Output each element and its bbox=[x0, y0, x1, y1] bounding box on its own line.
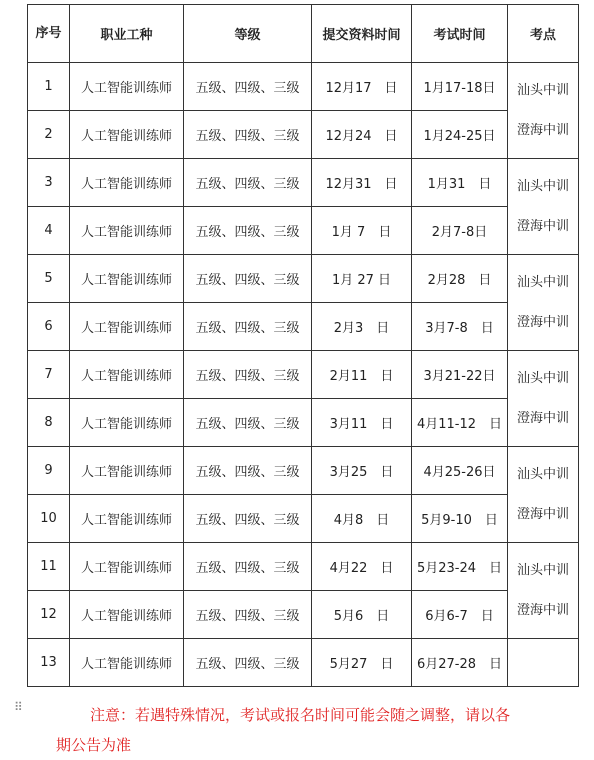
job-cell: 人工智能训练师 bbox=[70, 447, 184, 495]
job-cell: 人工智能训练师 bbox=[70, 63, 184, 111]
exam-time-cell: 4月25-26日 bbox=[412, 447, 508, 495]
notice-line-1: 注意：若遇特殊情况，考试或报名时间可能会随之调整，请以各 bbox=[90, 706, 511, 724]
site-name: 澄海中训 bbox=[516, 506, 569, 522]
site-name: 汕头中训 bbox=[516, 370, 569, 386]
submit-time-cell: 5月27 日 bbox=[312, 639, 412, 687]
site-name: 澄海中训 bbox=[516, 122, 569, 138]
submit-time-cell: 4月8 日 bbox=[312, 495, 412, 543]
level-cell: 五级、四级、三级 bbox=[184, 639, 312, 687]
job-cell: 人工智能训练师 bbox=[70, 111, 184, 159]
exam-time-cell: 3月21-22日 bbox=[412, 351, 508, 399]
site-cell bbox=[508, 63, 579, 159]
exam-time-cell: 4月11-12 日 bbox=[412, 399, 508, 447]
table-row bbox=[28, 63, 579, 111]
row-number: 3 bbox=[28, 159, 70, 207]
header-no: 序号 bbox=[28, 5, 70, 63]
table-row bbox=[28, 543, 579, 591]
table-row bbox=[28, 351, 579, 399]
submit-time-cell: 3月25 日 bbox=[312, 447, 412, 495]
job-cell: 人工智能训练师 bbox=[70, 639, 184, 687]
table-row bbox=[28, 591, 579, 639]
site-cell bbox=[508, 351, 579, 447]
exam-time-cell: 6月27-28 日 bbox=[412, 639, 508, 687]
submit-time-cell: 4月22 日 bbox=[312, 543, 412, 591]
header-exam-time: 考试时间 bbox=[412, 5, 508, 63]
site-name: 汕头中训 bbox=[516, 82, 569, 98]
table-row bbox=[28, 639, 579, 687]
level-cell: 五级、四级、三级 bbox=[184, 207, 312, 255]
site-name: 汕头中训 bbox=[516, 466, 569, 482]
table-header-row bbox=[28, 5, 579, 63]
submit-time-cell: 5月6 日 bbox=[312, 591, 412, 639]
submit-time-cell: 12月17 日 bbox=[312, 63, 412, 111]
drag-handle-icon[interactable]: ⠿ bbox=[14, 700, 24, 714]
exam-time-cell: 1月24-25日 bbox=[412, 111, 508, 159]
table-row bbox=[28, 399, 579, 447]
level-cell: 五级、四级、三级 bbox=[184, 399, 312, 447]
site-cell bbox=[508, 639, 579, 687]
job-cell: 人工智能训练师 bbox=[70, 543, 184, 591]
job-cell: 人工智能训练师 bbox=[70, 207, 184, 255]
table-row bbox=[28, 495, 579, 543]
level-cell: 五级、四级、三级 bbox=[184, 159, 312, 207]
table-row bbox=[28, 207, 579, 255]
exam-time-cell: 2月7-8日 bbox=[412, 207, 508, 255]
exam-time-cell: 1月17-18日 bbox=[412, 63, 508, 111]
row-number: 7 bbox=[28, 351, 70, 399]
level-cell: 五级、四级、三级 bbox=[184, 591, 312, 639]
submit-time-cell: 3月11 日 bbox=[312, 399, 412, 447]
exam-time-cell: 5月9-10 日 bbox=[412, 495, 508, 543]
job-cell: 人工智能训练师 bbox=[70, 591, 184, 639]
exam-time-cell: 5月23-24 日 bbox=[412, 543, 508, 591]
row-number: 12 bbox=[28, 591, 70, 639]
table-row bbox=[28, 255, 579, 303]
site-name: 澄海中训 bbox=[516, 602, 569, 618]
row-number: 10 bbox=[28, 495, 70, 543]
notice-line-2: 期公告为准 bbox=[56, 736, 132, 754]
job-cell: 人工智能训练师 bbox=[70, 495, 184, 543]
submit-time-cell: 2月11 日 bbox=[312, 351, 412, 399]
level-cell: 五级、四级、三级 bbox=[184, 447, 312, 495]
job-cell: 人工智能训练师 bbox=[70, 351, 184, 399]
exam-time-cell: 2月28 日 bbox=[412, 255, 508, 303]
exam-time-cell: 3月7-8 日 bbox=[412, 303, 508, 351]
table-row bbox=[28, 159, 579, 207]
submit-time-cell: 12月31 日 bbox=[312, 159, 412, 207]
row-number: 13 bbox=[28, 639, 70, 687]
submit-time-cell: 12月24 日 bbox=[312, 111, 412, 159]
site-name: 汕头中训 bbox=[516, 274, 569, 290]
submit-time-cell: 2月3 日 bbox=[312, 303, 412, 351]
row-number: 9 bbox=[28, 447, 70, 495]
table-row bbox=[28, 303, 579, 351]
level-cell: 五级、四级、三级 bbox=[184, 255, 312, 303]
level-cell: 五级、四级、三级 bbox=[184, 543, 312, 591]
row-number: 6 bbox=[28, 303, 70, 351]
job-cell: 人工智能训练师 bbox=[70, 255, 184, 303]
exam-time-cell: 1月31 日 bbox=[412, 159, 508, 207]
level-cell: 五级、四级、三级 bbox=[184, 303, 312, 351]
submit-time-cell: 1月 7 日 bbox=[312, 207, 412, 255]
job-cell: 人工智能训练师 bbox=[70, 159, 184, 207]
row-number: 1 bbox=[28, 63, 70, 111]
site-cell bbox=[508, 255, 579, 351]
submit-time-cell: 1月 27 日 bbox=[312, 255, 412, 303]
site-name: 汕头中训 bbox=[516, 562, 569, 578]
site-name: 澄海中训 bbox=[516, 314, 569, 330]
site-name: 澄海中训 bbox=[516, 218, 569, 234]
row-number: 8 bbox=[28, 399, 70, 447]
row-number: 2 bbox=[28, 111, 70, 159]
level-cell: 五级、四级、三级 bbox=[184, 495, 312, 543]
site-name: 汕头中训 bbox=[516, 178, 569, 194]
schedule-table bbox=[27, 4, 579, 687]
site-cell bbox=[508, 159, 579, 255]
level-cell: 五级、四级、三级 bbox=[184, 351, 312, 399]
header-site: 考点 bbox=[508, 5, 579, 63]
site-cell bbox=[508, 447, 579, 543]
header-submit-time: 提交资料时间 bbox=[312, 5, 412, 63]
header-level: 等级 bbox=[184, 5, 312, 63]
site-cell bbox=[508, 543, 579, 639]
level-cell: 五级、四级、三级 bbox=[184, 63, 312, 111]
table-row bbox=[28, 447, 579, 495]
job-cell: 人工智能训练师 bbox=[70, 303, 184, 351]
site-name: 澄海中训 bbox=[516, 410, 569, 426]
table-row bbox=[28, 111, 579, 159]
level-cell: 五级、四级、三级 bbox=[184, 111, 312, 159]
exam-time-cell: 6月6-7 日 bbox=[412, 591, 508, 639]
row-number: 5 bbox=[28, 255, 70, 303]
job-cell: 人工智能训练师 bbox=[70, 399, 184, 447]
row-number: 4 bbox=[28, 207, 70, 255]
row-number: 11 bbox=[28, 543, 70, 591]
header-job: 职业工种 bbox=[70, 5, 184, 63]
